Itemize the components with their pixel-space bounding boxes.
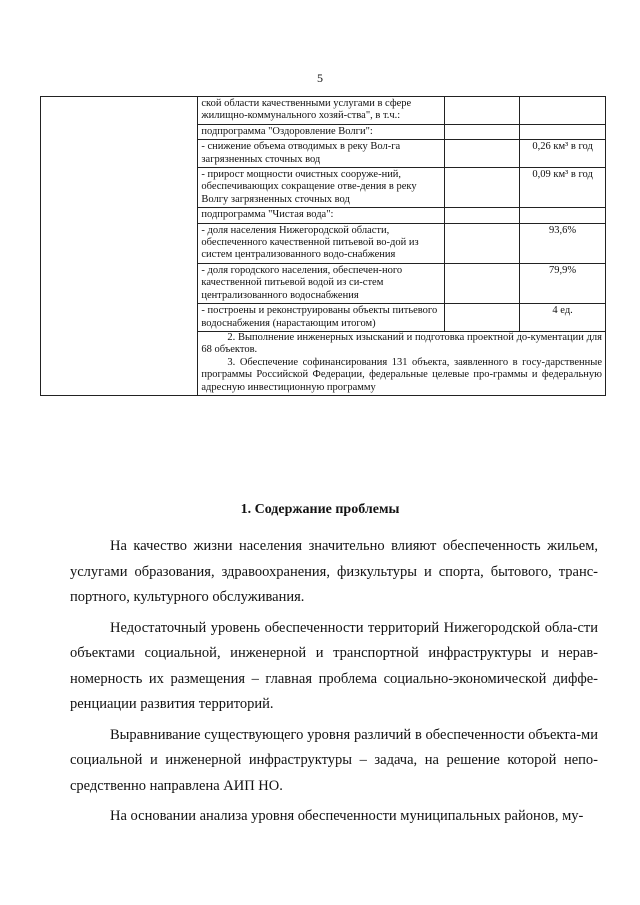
table-cell-empty [444, 140, 520, 168]
table-cell-value: 79,9% [520, 263, 606, 303]
table-cell-value: 4 ед. [520, 304, 606, 332]
body-text [70, 534, 598, 835]
section-heading: 1. Содержание проблемы [240, 502, 400, 517]
table-cell-empty [444, 97, 520, 125]
table-footer-cell [198, 331, 606, 395]
table-cell-empty [444, 208, 520, 223]
table-cell-text: подпрограмма "Оздоровление Волги": [198, 124, 444, 139]
table-cell-empty [444, 223, 520, 263]
table-cell-empty [444, 168, 520, 208]
table-cell-value: 0,09 км³ в год [520, 168, 606, 208]
table-footer-item: 3. Обеспечение софинансирования 131 объекта, заявленного в госу-дарственные программы Российской Федерации, федеральные целевые про-граммы и федеральную адресную инвестиционную программу [201, 356, 602, 393]
paragraph: Выравнивание существующего уровня различий в обеспеченности объекта-ми социальной и инженерной инфраструктуры – задача, на решение которой непо-средственно направлена АИП НО. [70, 726, 598, 794]
paragraph: На основании анализа уровня обеспеченности муниципальных районов, му- [110, 808, 584, 824]
table-cell-text: - снижение объема отводимых в реку Вол-га загрязненных сточных вод [198, 140, 444, 168]
table-footer-item: 2. Выполнение инженерных изысканий и подготовка проектной до-кументации для 68 объектов. [201, 331, 602, 356]
paragraph: Недостаточный уровень обеспеченности территорий Нижегородской обла-сти объектами социальной, инженерной и транспортной инфраструктуры и нерав-номерность их размещения – главная проблема социально-экономической диффе-ренциации развития территорий. [70, 619, 598, 712]
table-cell-value [520, 124, 606, 139]
table-cell-text: - прирост мощности очистных сооруже-ний, обеспечивающих сокращение отве-дения в реку Волгу загрязненных сточных вод [198, 168, 444, 208]
table-cell-value [520, 97, 606, 125]
table-cell-text: - доля городского населения, обеспечен-ного качественной питьевой водой из си-стем централизованного водоснабжения [198, 263, 444, 303]
table-cell-empty [444, 304, 520, 332]
table-cell-text: - доля населения Нижегородской области, обеспеченного качественной питьевой во-дой из систем централизованного водо-снабжения [198, 223, 444, 263]
table-cell-value: 0,26 км³ в год [520, 140, 606, 168]
table-left-empty-cell [41, 97, 198, 396]
table-cell-text: ской области качественными услугами в сфере жилищно-коммунального хозяй-ства", в т.ч.: [198, 97, 444, 125]
table-cell-value [520, 208, 606, 223]
table-cell-empty [444, 124, 520, 139]
table-cell-value: 93,6% [520, 223, 606, 263]
table-cell-empty [444, 263, 520, 303]
paragraph: На качество жизни населения значительно влияют обеспеченность жильем, услугами образования, здравоохранения, физкультуры и спорта, бытового, транс-портного, культурного обслуживания. [70, 538, 598, 605]
page-number: 5 [317, 71, 323, 85]
table-cell-text: - построены и реконструированы объекты питьевого водоснабжения (нарастающим итогом) [198, 304, 444, 332]
indicators-table [40, 96, 606, 396]
table-cell-text: подпрограмма "Чистая вода": [198, 208, 444, 223]
table-row [41, 97, 606, 125]
